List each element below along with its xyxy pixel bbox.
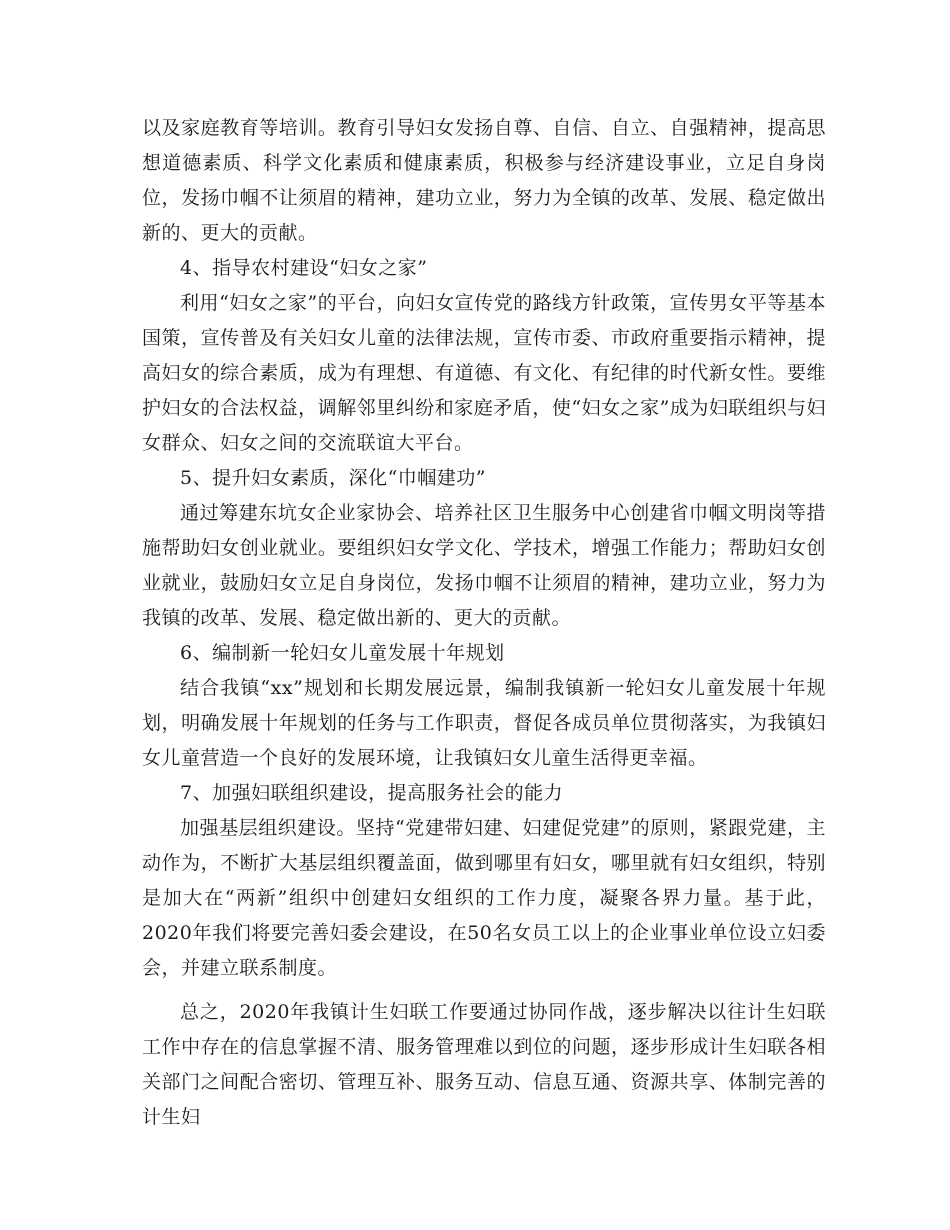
paragraph-continuation: 以及家庭教育等培训。教育引导妇女发扬自尊、自信、自立、自强精神，提高思想道德素质、科学文化素质和健康素质，积极参与经济建设事业，立足自身岗位，发扬巾帼不让须眉的精神，建功立业，努力为全镇的改革、发展、稳定做出新的、更大的贡献。 xyxy=(142,117,826,244)
paragraph-conclusion: 总之，2020年我镇计生妇联工作要通过协同作战，逐步解决以往计生妇联工作中存在的信息掌握不清、服务管理难以到位的问题，逐步形成计生妇联各相关部门之间配合密切、管理互补、服务互动、信息互通、资源共享、体制完善的计生妇 xyxy=(142,1001,826,1128)
document-body xyxy=(142,111,826,1135)
section-heading-6: 6、编制新一轮妇女儿童发展十年规划 xyxy=(180,642,505,664)
section-heading-5: 5、提升妇女素质，深化“巾帼建功” xyxy=(180,467,487,489)
section-heading-4: 4、指导农村建设“妇女之家” xyxy=(180,257,428,279)
section-heading-7: 7、加强妇联组织建设，提高服务社会的能力 xyxy=(180,782,564,804)
paragraph-section-7: 加强基层组织建设。坚持“党建带妇建、妇建促党建”的原则，紧跟党建，主动作为，不断扩大基层组织覆盖面，做到哪里有妇女，哪里就有妇女组织，特别是加大在“两新”组织中创建妇女组织的工作力度，凝聚各界力量。基于此，2020年我们将要完善妇委会建设，在50名女员工以上的企业事业单位设立妇委会，并建立联系制度。 xyxy=(142,817,826,979)
paragraph-section-6: 结合我镇“xx”规划和长期发展远景，编制我镇新一轮妇女儿童发展十年规划，明确发展十年规划的任务与工作职责，督促各成员单位贯彻落实，为我镇妇女儿童营造一个良好的发展环境，让我镇妇女儿童生活得更幸福。 xyxy=(142,677,826,769)
paragraph-section-5: 通过筹建东坑女企业家协会、培养社区卫生服务中心创建省巾帼文明岗等措施帮助妇女创业就业。要组织妇女学文化、学技术，增强工作能力；帮助妇女创业就业，鼓励妇女立足自身岗位，发扬巾帼不让须眉的精神，建功立业，努力为我镇的改革、发展、稳定做出新的、更大的贡献。 xyxy=(142,502,826,629)
paragraph-section-4: 利用“妇女之家”的平台，向妇女宣传党的路线方针政策，宣传男女平等基本国策，宣传普及有关妇女儿童的法律法规，宣传市委、市政府重要指示精神，提高妇女的综合素质，成为有理想、有道德、有文化、有纪律的时代新女性。要维护妇女的合法权益，调解邻里纠纷和家庭矛盾，使“妇女之家”成为妇联组织与妇女群众、妇女之间的交流联谊大平台。 xyxy=(142,292,826,454)
